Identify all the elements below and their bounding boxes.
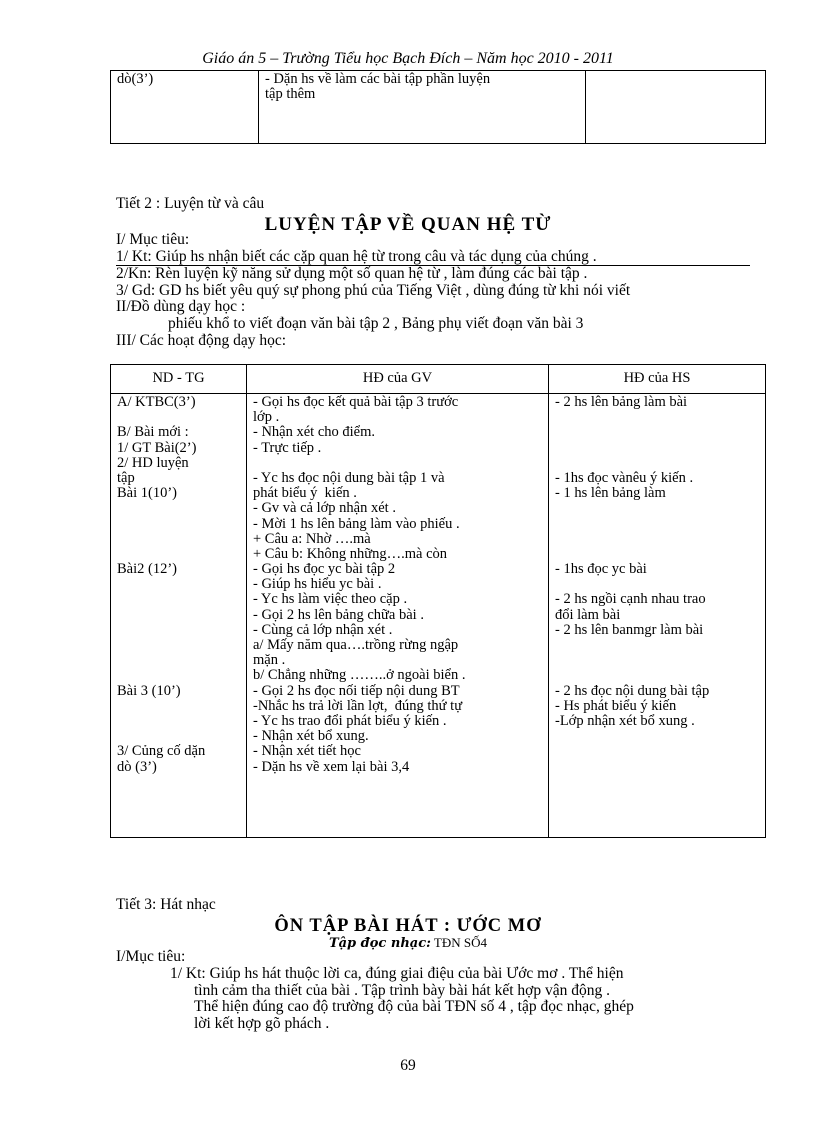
top-table-cell-2 bbox=[259, 71, 586, 144]
table-line: - Yc hs đọc nội dung bài tập 1 và bbox=[253, 469, 445, 486]
page-header: Giáo án 5 – Trường Tiểu học Bạch Đích – Năm học 2010 - 2011 bbox=[202, 50, 614, 67]
do-dung-heading: II/Đồ dùng dạy học : bbox=[116, 298, 246, 316]
col-gv-cell bbox=[247, 394, 549, 838]
muc-tieu-heading: I/ Mục tiêu: bbox=[116, 231, 190, 248]
table-line: Bài2 (12’) bbox=[117, 561, 177, 578]
table-line bbox=[117, 547, 240, 562]
col-header-hs: HĐ của HS bbox=[549, 365, 766, 394]
table-line: - 1 hs lên bảng làm bbox=[555, 485, 666, 502]
top-table bbox=[110, 70, 766, 144]
table-line bbox=[117, 501, 240, 516]
table-line bbox=[117, 410, 240, 425]
subtitle-cursive: Tập đọc nhạc: bbox=[328, 936, 431, 951]
table-line: - Mời 1 hs lên bảng làm vào phiếu . bbox=[253, 515, 460, 532]
table-line: - Yc hs làm việc theo cặp . bbox=[253, 591, 408, 608]
table-line: Bài 3 (10’) bbox=[117, 682, 181, 699]
table-line: đổi làm bài bbox=[555, 606, 621, 623]
table-line bbox=[555, 547, 759, 562]
table-line: - Giúp hs hiểu yc bài . bbox=[253, 576, 382, 593]
table-line bbox=[555, 517, 759, 532]
table-line: lớp . bbox=[253, 409, 280, 426]
lesson3-tiet: Tiết 3: Hát nhạc bbox=[116, 896, 216, 913]
objective-line: 1/ Kt: Giúp hs hát thuộc lời ca, đúng giai điệu của bài Ước mơ . Thể hiện bbox=[170, 965, 624, 982]
table-line bbox=[117, 532, 240, 547]
table-line bbox=[117, 668, 240, 683]
top-table-cell-1 bbox=[111, 71, 259, 144]
objective-gd: 3/ Gd: GD hs biết yêu quý sự phong phú của Tiếng Việt , dùng đúng từ khi nói viết bbox=[116, 281, 631, 299]
table-line bbox=[117, 577, 240, 592]
table-line bbox=[253, 456, 542, 471]
objective-kt: 1/ Kt: Giúp hs nhận biết các cặp quan hệ từ trong câu và tác dụng của chúng . bbox=[116, 249, 750, 267]
lesson2-title: LUYỆN TẬP VỀ QUAN HỆ TỪ bbox=[264, 214, 552, 235]
table-line: - 2 hs lên bảng làm bài bbox=[555, 394, 688, 410]
objective-kn: 2/Kn: Rèn luyện kỹ năng sử dụng một số quan hệ từ , làm đúng các bài tập . bbox=[116, 265, 588, 283]
lesson2-objectives bbox=[116, 232, 766, 349]
table-line: 1/ GT Bài(2’) bbox=[117, 439, 197, 456]
table-line bbox=[555, 638, 759, 653]
table-line bbox=[555, 653, 759, 668]
table-line: - Nhận xét bổ xung. bbox=[253, 728, 369, 745]
table-line: - 1hs đọc vànêu ý kiến . bbox=[555, 469, 694, 486]
hoat-dong-heading: III/ Các hoạt động dạy học: bbox=[116, 331, 287, 349]
activity-table bbox=[110, 364, 766, 838]
col-nd-cell bbox=[111, 394, 247, 838]
table-line: tập bbox=[117, 469, 135, 486]
table-line: - 1hs đọc yc bài bbox=[555, 561, 647, 578]
table-line: b/ Chẳng những ……..ở ngoài biển . bbox=[253, 667, 466, 684]
page-number: 69 bbox=[400, 1057, 416, 1074]
table-line: Bài 1(10’) bbox=[117, 485, 177, 502]
table-line bbox=[117, 623, 240, 638]
table-line: - Cùng cả lớp nhận xét . bbox=[253, 621, 393, 638]
table-line: + Câu a: Nhờ ….mà bbox=[253, 530, 371, 547]
table-line: - 2 hs ngồi cạnh nhau trao bbox=[555, 591, 706, 608]
table-line: - 2 hs lên banmgr làm bài bbox=[555, 621, 704, 638]
do-dung-detail: phiếu khổ to viết đoạn văn bài tập 2 , Bảng phụ viết đoạn văn bài 3 bbox=[168, 314, 584, 332]
top-table-cell-3 bbox=[586, 71, 766, 144]
table-line: - Gọi hs đọc kết quả bài tập 3 trước bbox=[253, 394, 459, 410]
table-line: - Yc hs trao đổi phát biểu ý kiến . bbox=[253, 712, 447, 729]
cell-text: tập thêm bbox=[265, 86, 316, 102]
objective-line: lời kết hợp gõ phách . bbox=[194, 1014, 330, 1032]
table-line: phát biểu ý kiến . bbox=[253, 485, 357, 502]
table-line: B/ Bài mới : bbox=[117, 424, 189, 441]
table-line bbox=[555, 668, 759, 683]
table-line bbox=[555, 425, 759, 440]
table-line: a/ Mấy năm qua….trồng rừng ngập bbox=[253, 637, 459, 653]
table-line: - Gọi 2 hs lên bảng chữa bài . bbox=[253, 606, 424, 623]
table-line bbox=[555, 501, 759, 516]
table-line bbox=[555, 760, 759, 775]
objective-line: tình cảm tha thiết của bài . Tập trình bày bài hát kết hợp vận động . bbox=[194, 981, 610, 999]
table-line bbox=[117, 714, 240, 729]
table-line bbox=[117, 592, 240, 607]
table-line: - Gọi 2 hs đọc nối tiếp nội dung BT bbox=[253, 682, 460, 699]
col-header-nd: ND - TG bbox=[111, 365, 247, 394]
table-line: 2/ HD luyện bbox=[117, 454, 189, 471]
col-hs-cell bbox=[549, 394, 766, 838]
lesson3-objectives bbox=[170, 966, 770, 1032]
objective-line: Thể hiện đúng cao độ trường độ của bài TĐN số 4 , tập đọc nhạc, ghép bbox=[194, 998, 634, 1016]
cell-text: dò(3’) bbox=[117, 71, 154, 87]
table-line: dò (3’) bbox=[117, 758, 157, 775]
table-line bbox=[555, 456, 759, 471]
table-line: -Lớp nhận xét bổ xung . bbox=[555, 712, 695, 729]
table-line bbox=[555, 729, 759, 744]
table-line: 3/ Củng cố dặn bbox=[117, 743, 206, 760]
table-line: - 2 hs đọc nội dung bài tập bbox=[555, 682, 710, 699]
table-line: - Nhận xét cho điểm. bbox=[253, 424, 376, 441]
table-line: - Nhận xét tiết học bbox=[253, 743, 361, 760]
table-line bbox=[117, 729, 240, 744]
table-line: - Gọi hs đọc yc bài tập 2 bbox=[253, 561, 396, 578]
table-line: - Trực tiếp . bbox=[253, 439, 322, 456]
table-header-row bbox=[111, 365, 766, 394]
table-line bbox=[117, 608, 240, 623]
subtitle-rest: TĐN SỐ4 bbox=[430, 935, 488, 950]
table-line: - Hs phát biểu ý kiến bbox=[555, 697, 677, 714]
table-line bbox=[117, 653, 240, 668]
lesson3-muc-tieu: I/Mục tiêu: bbox=[116, 948, 186, 965]
table-line bbox=[555, 744, 759, 759]
table-line: - Gv và cả lớp nhận xét . bbox=[253, 500, 396, 517]
table-line bbox=[117, 517, 240, 532]
table-line bbox=[555, 577, 759, 592]
table-line: -Nhắc hs trả lời lần lợt, đúng thứ tự bbox=[253, 697, 463, 714]
table-line bbox=[117, 699, 240, 714]
lesson3-title: ÔN TẬP BÀI HÁT : ƯỚC MƠ bbox=[274, 916, 542, 936]
cell-text: - Dặn hs về làm các bài tập phần luyện bbox=[265, 71, 491, 87]
table-line: A/ KTBC(3’) bbox=[117, 394, 196, 410]
table-line bbox=[555, 410, 759, 425]
table-row bbox=[111, 394, 766, 838]
table-line: - Dặn hs về xem lại bài 3,4 bbox=[253, 758, 410, 775]
table-line: + Câu b: Không những….mà còn bbox=[253, 545, 448, 562]
table-line bbox=[117, 638, 240, 653]
lesson2-tiet: Tiết 2 : Luyện từ và câu bbox=[116, 195, 265, 212]
table-line bbox=[555, 532, 759, 547]
table-line bbox=[555, 441, 759, 456]
col-header-gv: HĐ của GV bbox=[247, 365, 549, 394]
table-line: mặn . bbox=[253, 652, 286, 669]
